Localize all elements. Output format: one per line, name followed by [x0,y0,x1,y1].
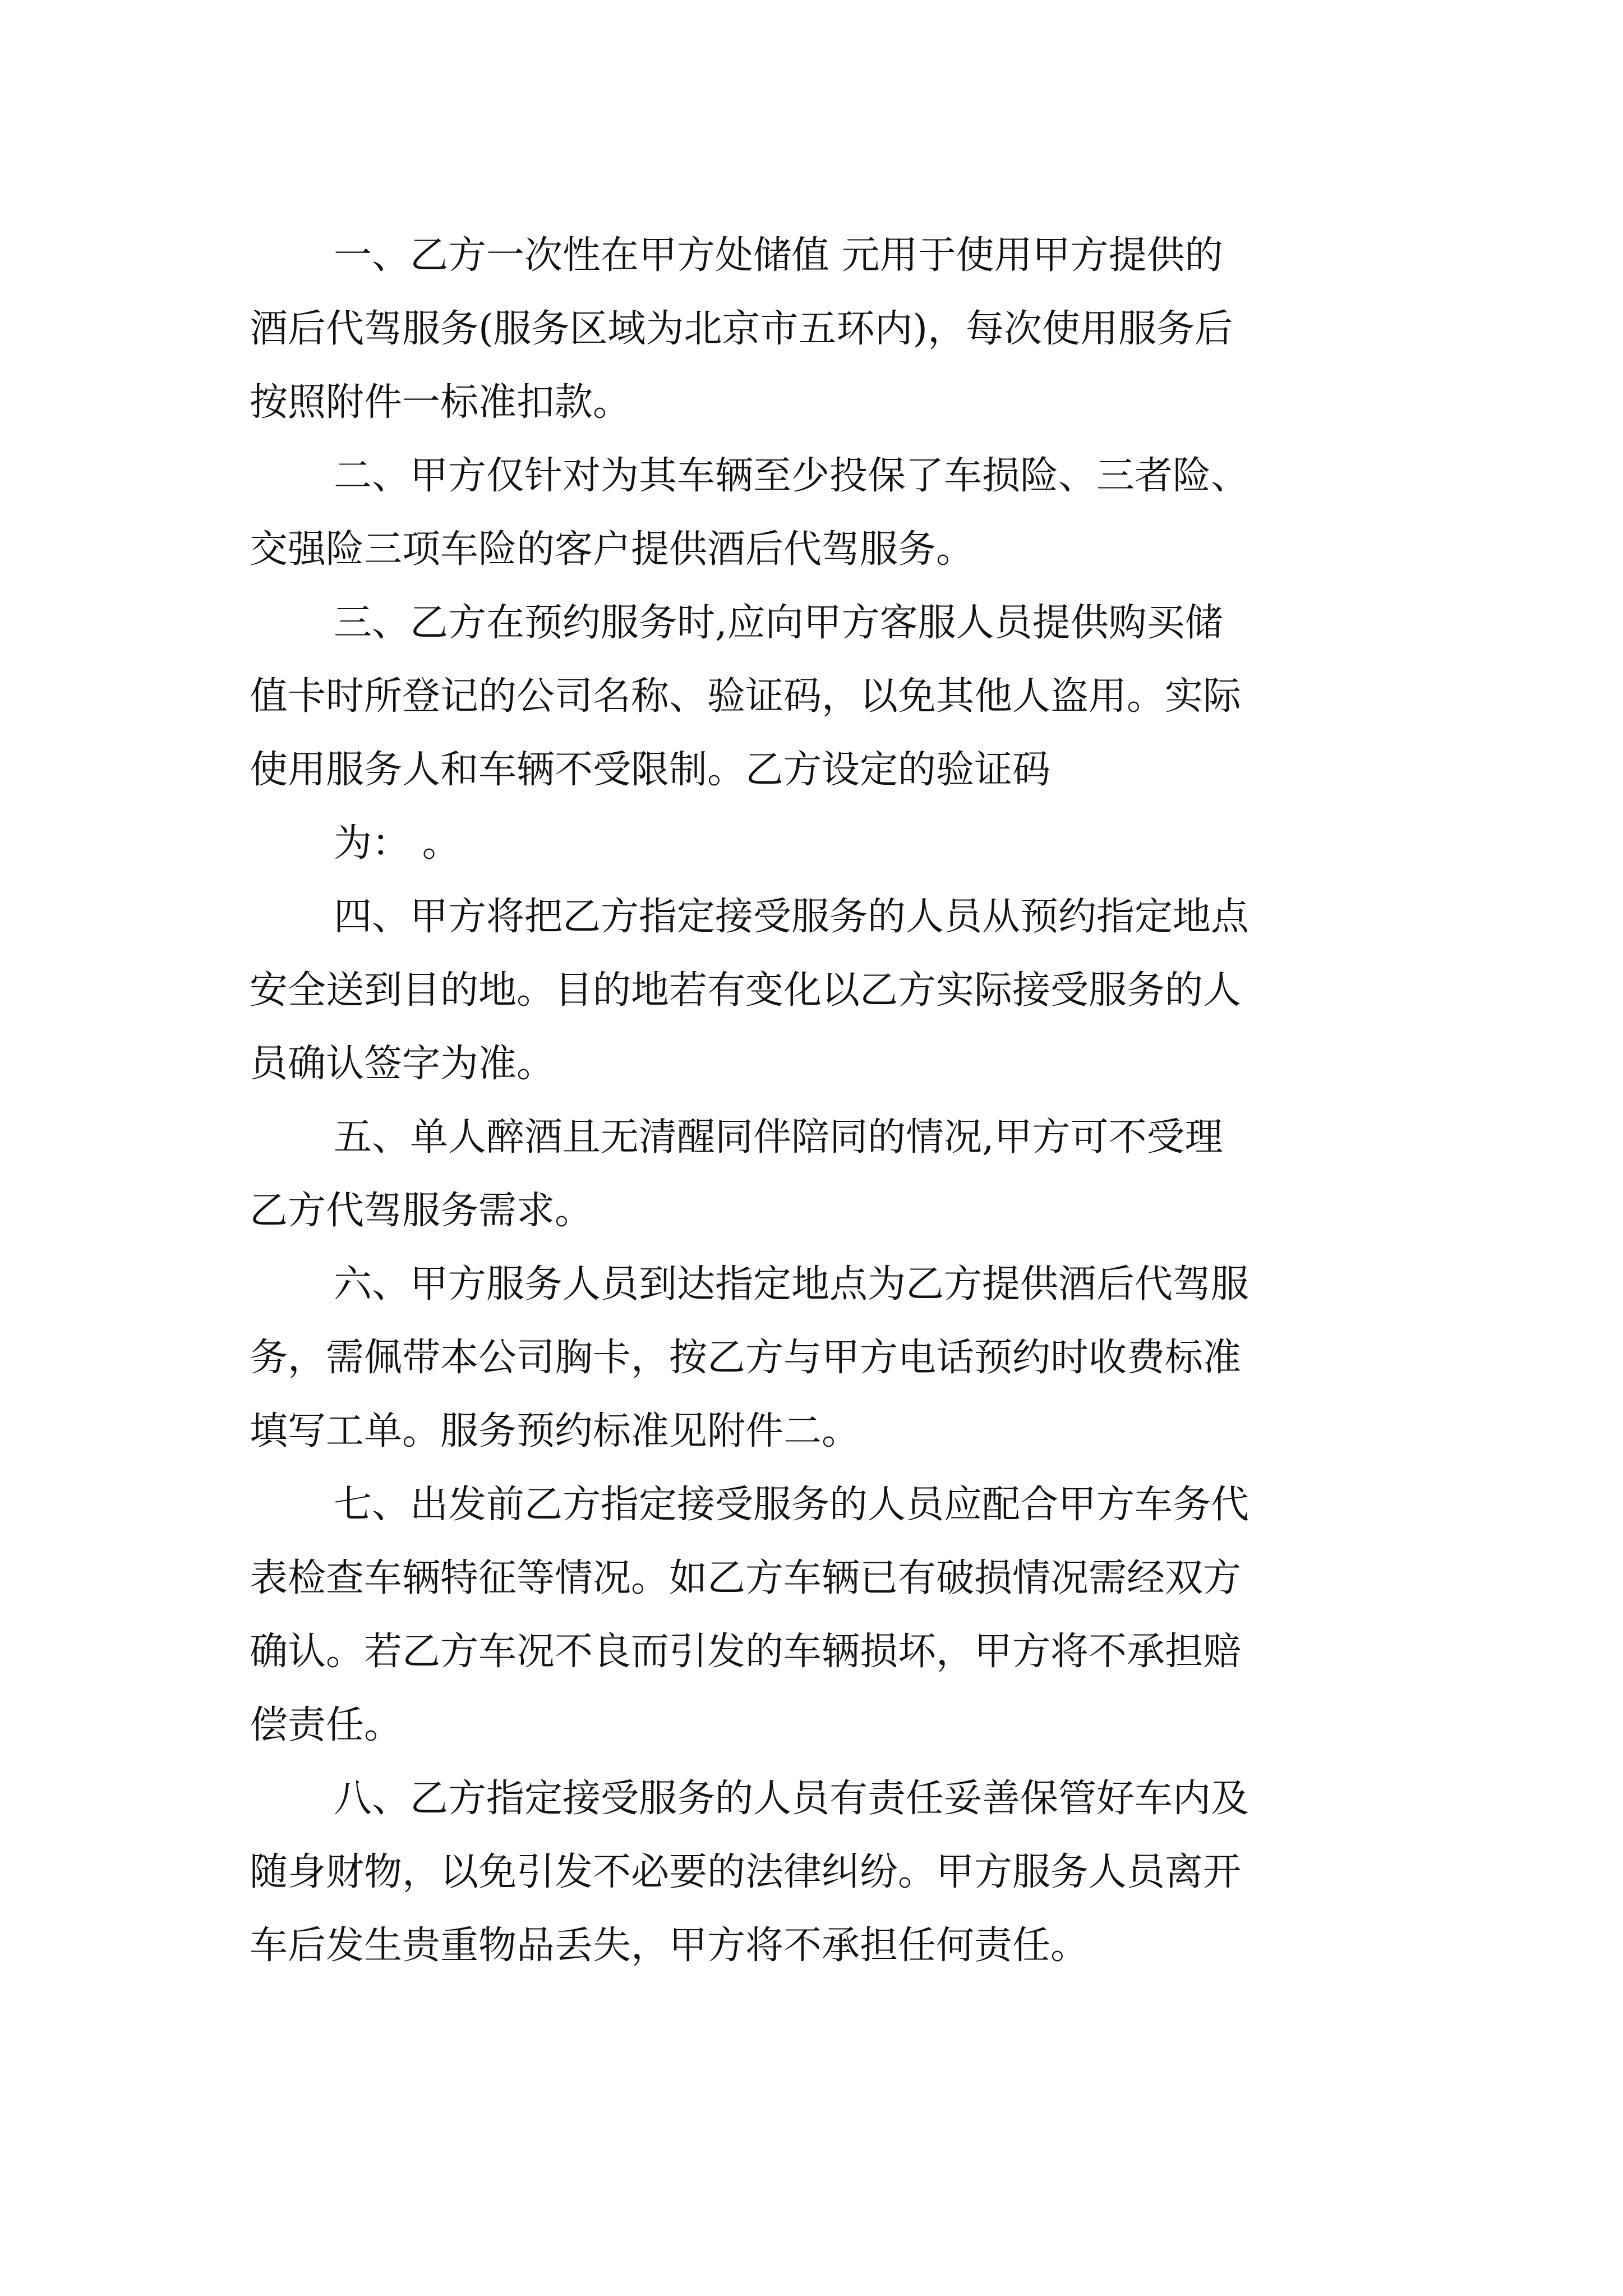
text-line: 使用服务人和车辆不受限制。乙方设定的验证码 [250,748,1051,792]
text-line: 一、乙方一次性在甲方处储值 元用于使用甲方提供的 [334,233,1223,278]
text-line: 三、乙方在预约服务时,应向甲方客服人员提供购买储 [334,601,1223,645]
text-line: 填写工单。服务预约标准见附件二。 [250,1409,860,1453]
text-line: 八、乙方指定接受服务的人员有责任妥善保管好车内及 [334,1777,1249,1821]
text-line: 车后发生贵重物品丢失，甲方将不承担任何责任。 [250,1924,1089,1968]
text-line: 五、单人醉酒且无清醒同伴陪同的情况,甲方可不受理 [334,1115,1223,1159]
text-line: 值卡时所登记的公司名称、验证码，以免其他人盗用。实际 [250,674,1242,719]
text-line: 二、甲方仅针对为其车辆至少投保了车损险、三者险、 [334,454,1249,498]
text-line: 乙方代驾服务需求。 [250,1189,593,1233]
text-line: 为： 。 [334,821,460,866]
text-line: 按照附件一标准扣款。 [250,380,631,425]
text-line: 六、甲方服务人员到达指定地点为乙方提供酒后代驾服 [334,1262,1249,1306]
text-line: 表检查车辆特征等情况。如乙方车辆已有破损情况需经双方 [250,1556,1242,1600]
document-body [250,219,1399,1982]
text-line: 七、出发前乙方指定接受服务的人员应配合甲方车务代 [334,1483,1249,1527]
text-line: 安全送到目的地。目的地若有变化以乙方实际接受服务的人 [250,968,1242,1013]
text-line: 确认。若乙方车况不良而引发的车辆损坏，甲方将不承担赔 [250,1630,1242,1674]
text-line: 务，需佩带本公司胸卡，按乙方与甲方电话预约时收费标准 [250,1336,1242,1380]
text-line: 员确认签字为准。 [250,1042,555,1086]
text-line: 随身财物，以免引发不必要的法律纠纷。甲方服务人员离开 [250,1850,1242,1894]
text-line: 交强险三项车险的客户提供酒后代驾服务。 [250,527,975,572]
text-line: 酒后代驾服务(服务区域为北京市五环内)，每次使用服务后 [250,307,1233,351]
text-line: 偿责任。 [250,1703,403,1747]
text-line: 四、甲方将把乙方指定接受服务的人员从预约指定地点 [334,895,1249,939]
